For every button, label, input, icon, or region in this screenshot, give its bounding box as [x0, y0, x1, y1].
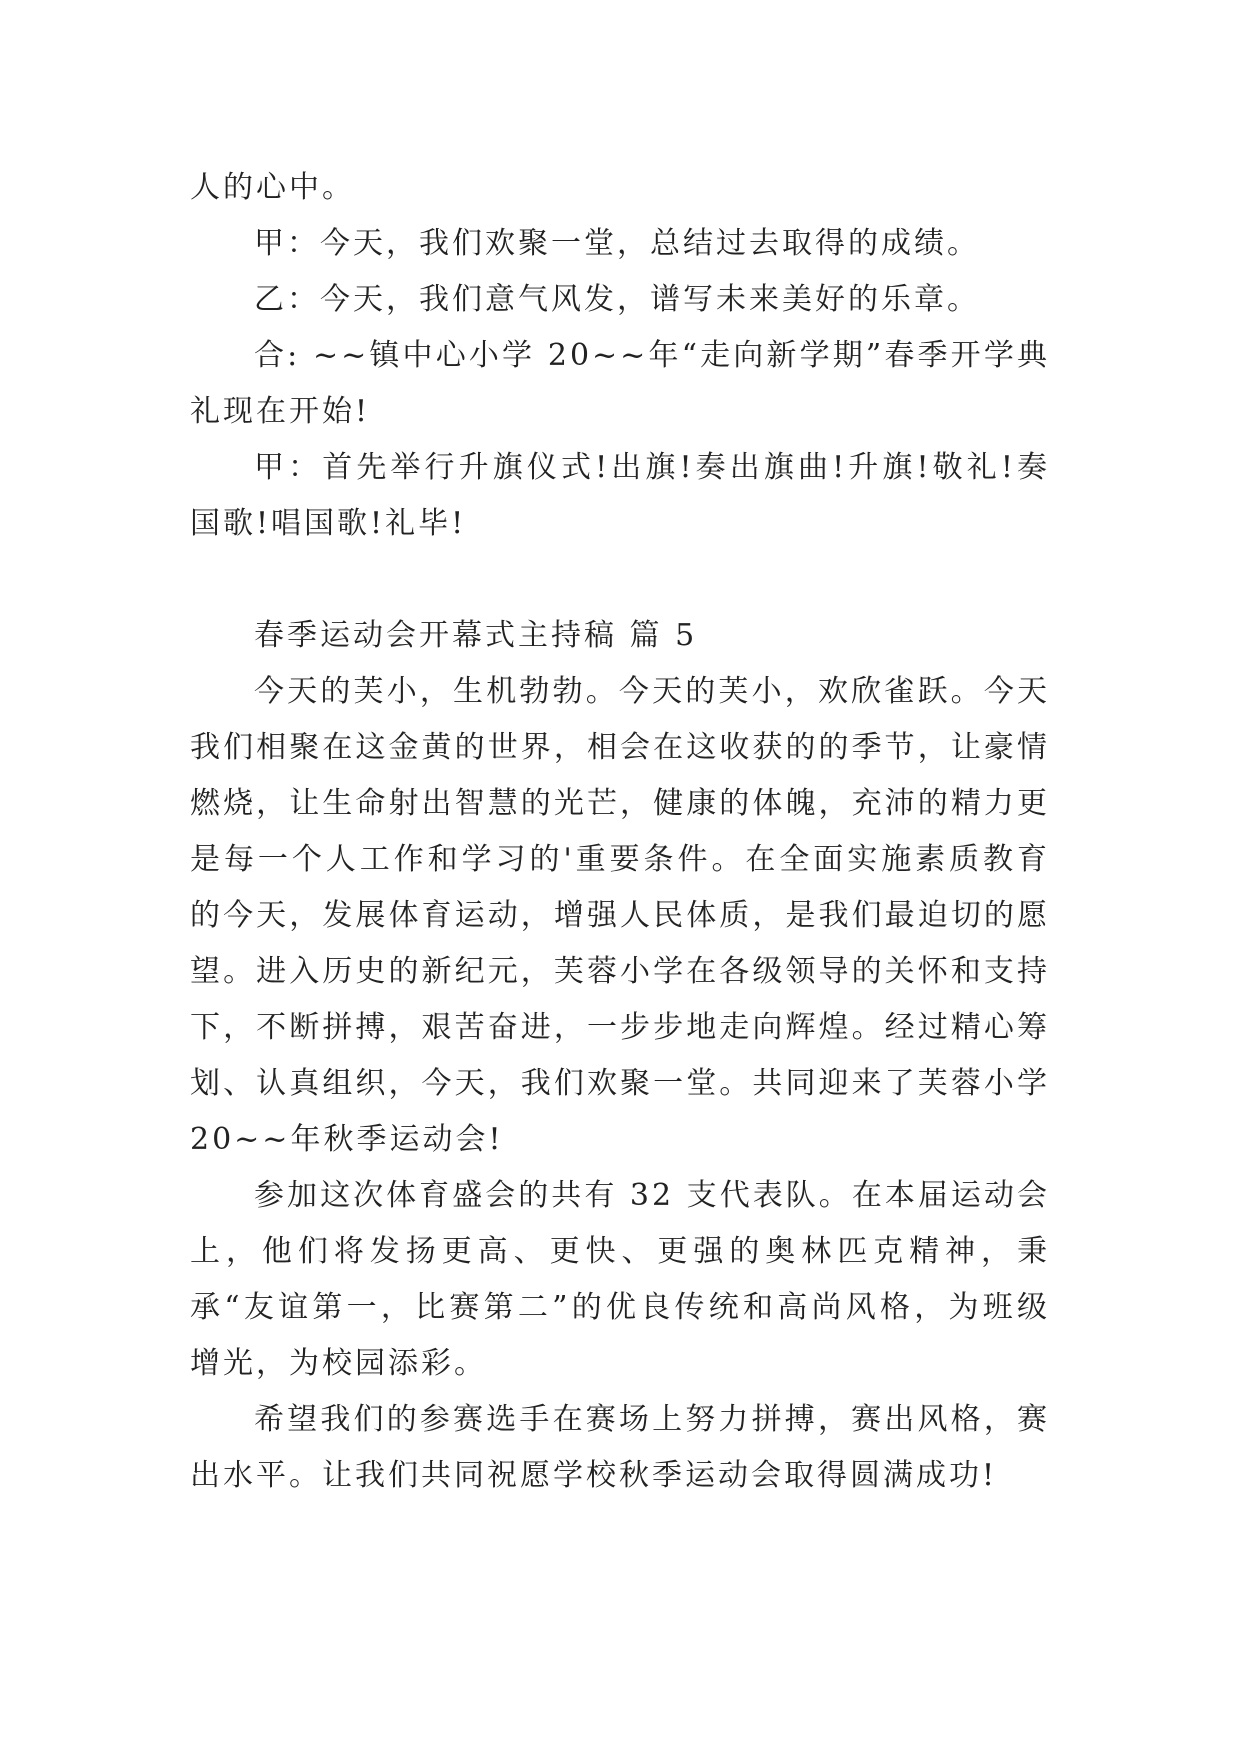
paragraph-he-opening: 合: ~~镇中心小学 20~~年“走向新学期”春季开学典礼现在开始!	[190, 338, 1050, 429]
section-heading: 春季运动会开幕式主持稿 篇 5	[254, 618, 698, 653]
paragraph-intro: 今天的芙小，生机勃勃。今天的芙小，欢欣雀跃。今天我们相聚在这金黄的世界，相会在这收获的的季节，让豪情燃烧，让生命射出智慧的光芒，健康的体魄，充沛的精力更是每一个人工作和学习的'重要条件。在全面实施素质教育的今天，发展体育运动，增强人民体质，是我们最迫切的愿望。进入历史的新纪元，芙蓉小学在各级领导的关怀和支持下，不断拼搏，艰苦奋进，一步步地走向辉煌。经过精心筹划、认真组织，今天，我们欢聚一堂。共同迎来了芙蓉小学 20~~年秋季运动会!	[190, 674, 1050, 1157]
paragraph-jia-flag-ceremony: 甲：首先举行升旗仪式!出旗!奏出旗曲!升旗!敬礼!奏国歌!唱国歌!礼毕!	[190, 450, 1050, 541]
paragraph-yi-future: 乙：今天，我们意气风发，谱写未来美好的乐章。	[254, 282, 980, 317]
section-spacer	[190, 552, 1050, 608]
paragraph-continuation: 人的心中。	[190, 170, 355, 205]
paragraph-teams: 参加这次体育盛会的共有 32 支代表队。在本届运动会上，他们将发扬更高、更快、更强的奥林匹克精神，秉承“友谊第一，比赛第二”的优良传统和高尚风格，为班级增光，为校园添彩。	[190, 1178, 1050, 1381]
document-body	[190, 160, 1050, 1504]
paragraph-wish: 希望我们的参赛选手在赛场上努力拼搏，赛出风格，赛出水平。让我们共同祝愿学校秋季运动会取得圆满成功!	[190, 1402, 1050, 1493]
paragraph-jia-summary: 甲：今天，我们欢聚一堂，总结过去取得的成绩。	[254, 226, 980, 261]
